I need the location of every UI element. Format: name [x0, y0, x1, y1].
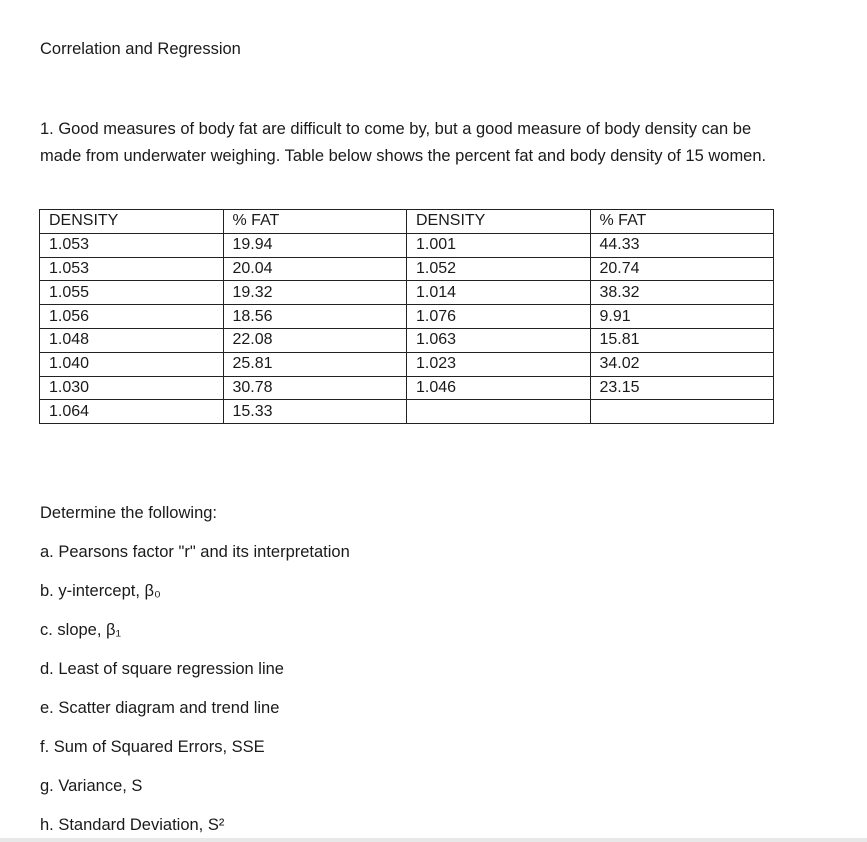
question-item: c. slope, β₁ — [40, 621, 122, 639]
table-row — [40, 352, 774, 376]
table-cell: 15.33 — [223, 400, 407, 424]
table-cell: 1.040 — [40, 352, 224, 376]
document-title: Correlation and Regression — [40, 40, 241, 58]
question-item: a. Pearsons factor "r" and its interpretation — [40, 543, 350, 561]
table-cell: 9.91 — [590, 305, 774, 329]
table-cell: 1.048 — [40, 328, 224, 352]
table-header-row — [40, 210, 774, 234]
table-cell: 20.74 — [590, 257, 774, 281]
table-cell: 30.78 — [223, 376, 407, 400]
table-cell: 25.81 — [223, 352, 407, 376]
table-cell: 1.076 — [407, 305, 591, 329]
question-item: b. y-intercept, β₀ — [40, 582, 161, 600]
data-table — [39, 209, 774, 424]
table-row — [40, 281, 774, 305]
table-row — [40, 400, 774, 424]
question-item: h. Standard Deviation, S² — [40, 816, 225, 834]
table-cell: 19.32 — [223, 281, 407, 305]
table-cell: DENSITY — [40, 210, 224, 234]
table-cell: 18.56 — [223, 305, 407, 329]
table-cell: 1.046 — [407, 376, 591, 400]
table-cell: % FAT — [223, 210, 407, 234]
table-cell: 1.063 — [407, 328, 591, 352]
table-cell: 22.08 — [223, 328, 407, 352]
table-row — [40, 305, 774, 329]
question-item: d. Least of square regression line — [40, 660, 284, 678]
table-cell: 34.02 — [590, 352, 774, 376]
table-cell: 1.030 — [40, 376, 224, 400]
determine-heading: Determine the following: — [40, 504, 218, 522]
question-item: e. Scatter diagram and trend line — [40, 699, 280, 717]
table-cell: 1.014 — [407, 281, 591, 305]
table-cell: % FAT — [590, 210, 774, 234]
table-cell: 44.33 — [590, 233, 774, 257]
problem-statement: 1. Good measures of body fat are difficult to come by, but a good measure of body density can be made from underwater weighing. Table below shows the percent fat and body density of 15 women. — [40, 120, 767, 165]
question-item: f. Sum of Squared Errors, SSE — [40, 738, 265, 756]
table-cell: 1.064 — [40, 400, 224, 424]
table-cell: 1.053 — [40, 233, 224, 257]
table-cell: 19.94 — [223, 233, 407, 257]
table-cell — [407, 400, 591, 424]
table-cell: 1.023 — [407, 352, 591, 376]
table-row — [40, 328, 774, 352]
table-cell: DENSITY — [407, 210, 591, 234]
table-cell: 20.04 — [223, 257, 407, 281]
table-row — [40, 257, 774, 281]
table-cell: 1.056 — [40, 305, 224, 329]
table-cell: 38.32 — [590, 281, 774, 305]
table-cell: 1.052 — [407, 257, 591, 281]
table-cell: 23.15 — [590, 376, 774, 400]
table-cell: 15.81 — [590, 328, 774, 352]
question-item: g. Variance, S — [40, 777, 143, 795]
table-row — [40, 233, 774, 257]
table-cell: 1.001 — [407, 233, 591, 257]
table-cell: 1.055 — [40, 281, 224, 305]
horizontal-scrollbar[interactable] — [0, 838, 867, 842]
table-cell — [590, 400, 774, 424]
table-cell: 1.053 — [40, 257, 224, 281]
table-row — [40, 376, 774, 400]
